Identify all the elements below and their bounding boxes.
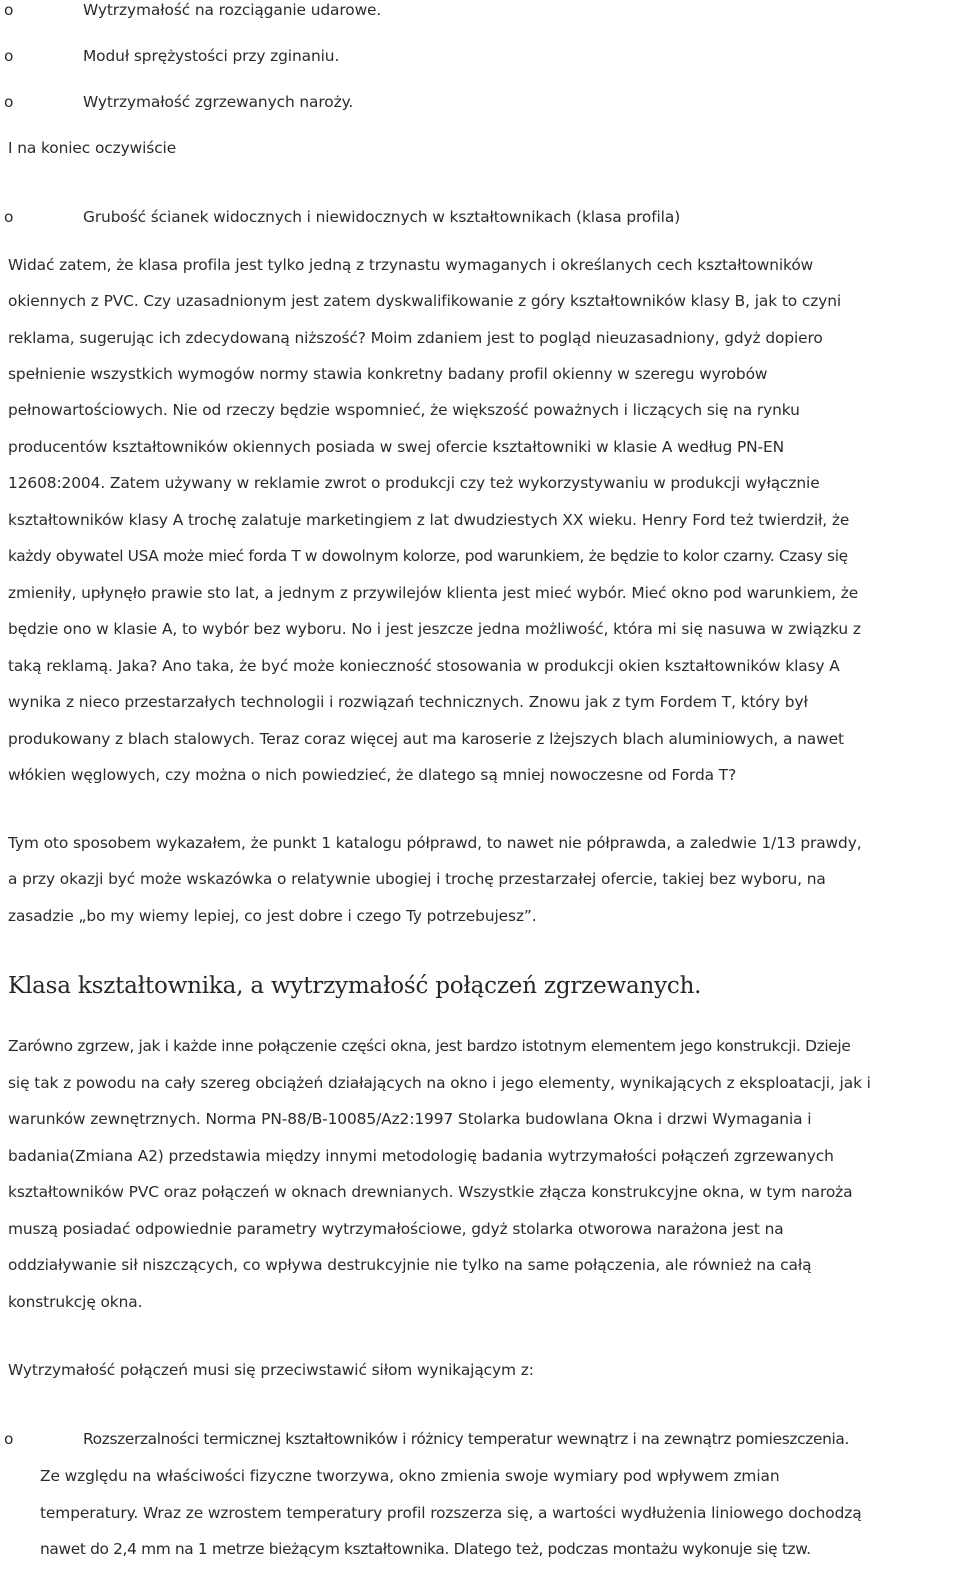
paragraph-line: pełnowartościowych. Nie od rzeczy będzie wspomnieć, że większość poważnych i liczących się na rynku xyxy=(8,401,800,419)
paragraph-line: kształtowników klasy A trochę zalatuje marketingiem z lat dwudziestych XX wieku. Henry Ford też twierdził, że xyxy=(8,511,850,529)
paragraph-line: temperatury. Wraz ze wzrostem temperatury profil rozszerza się, a wartości wydłużenia liniowego dochodzą xyxy=(40,1504,862,1522)
paragraph-line: okiennych z PVC. Czy uzasadnionym jest zatem dyskwalifikowanie z góry kształtowników klasy B, jak to czyni xyxy=(8,292,842,310)
paragraph-line: taką reklamą. Jaka? Ano taka, że być może konieczność stosowania w produkcji okien kształtowników klasy A xyxy=(8,657,840,675)
paragraph-line: reklama, sugerując ich zdecydowaną niższość? Moim zdaniem jest to pogląd nieuzasadniony, gdyż dopiero xyxy=(8,329,823,347)
paragraph-line: każdy obywatel USA może mieć forda T w dowolnym kolorze, pod warunkiem, że będzie to kolor czarny. Czasy się xyxy=(8,547,848,565)
paragraph-line: oddziaływanie sił niszczących, co wpływa destrukcyjnie nie tylko na same połączenia, ale również na całą xyxy=(8,1256,812,1274)
paragraph-line: zmieniły, upłynęło prawie sto lat, a jednym z przywilejów klienta jest mieć wybór. Mieć okno pod warunkiem, że xyxy=(8,584,859,602)
bullet-marker: o xyxy=(4,47,14,65)
paragraph-line: produkowany z blach stalowych. Teraz coraz więcej aut ma karoserie z lżejszych blach aluminiowych, a nawet xyxy=(8,730,844,748)
paragraph-line: wynika z nieco przestarzałych technologii i rozwiązań technicznych. Znowu jak z tym Fordem T, który był xyxy=(8,693,808,711)
intro-text: Wytrzymałość połączeń musi się przeciwstawić siłom wynikającym z: xyxy=(8,1361,534,1379)
paragraph-line: Tym oto sposobem wykazałem, że punkt 1 katalogu półprawd, to nawet nie półprawda, a zaledwie 1/13 prawdy, xyxy=(8,834,862,852)
paragraph-line: a przy okazji być może wskazówka o relatywnie ubogiej i trochę przestarzałej ofercie, takiej bez wyboru, na xyxy=(8,870,826,888)
paragraph-line: kształtowników PVC oraz połączeń w oknach drewnianych. Wszystkie złącza konstrukcyjne okna, w tym naroża xyxy=(8,1183,853,1201)
paragraph-line: Widać zatem, że klasa profila jest tylko jedną z trzynastu wymaganych i określanych cech kształtowników xyxy=(8,256,814,274)
list-item: Moduł sprężystości przy zginaniu. xyxy=(83,47,340,65)
paragraph-line: warunków zewnętrznych. Norma PN-88/B-10085/Az2:1997 Stolarka budowlana Okna i drzwi Wymagania i xyxy=(8,1110,812,1128)
paragraph-line: się tak z powodu na cały szereg obciążeń działających na okno i jego elementy, wynikających z eksploatacji, jak i xyxy=(8,1074,871,1092)
list-item: Rozszerzalności termicznej kształtowników i różnicy temperatur wewnątrz i na zewnątrz pomieszczenia. xyxy=(83,1430,850,1448)
list-item: Wytrzymałość na rozciąganie udarowe. xyxy=(83,1,382,19)
paragraph-line: Zarówno zgrzew, jak i każde inne połączenie części okna, jest bardzo istotnym elementem jego konstrukcji. Dzieje xyxy=(8,1037,851,1055)
paragraph-line: producentów kształtowników okiennych posiada w swej ofercie kształtowniki w klasie A według PN-EN xyxy=(8,438,785,456)
list-item: Wytrzymałość zgrzewanych naroży. xyxy=(83,93,354,111)
bullet-marker: o xyxy=(4,93,14,111)
paragraph-line: Ze względu na właściwości fizyczne tworzywa, okno zmienia swoje wymiary pod wpływem zmian xyxy=(40,1467,780,1485)
paragraph-line: włókien węglowych, czy można o nich powiedzieć, że dlatego są mniej nowoczesne od Forda T? xyxy=(8,766,737,784)
bullet-marker: o xyxy=(4,208,14,226)
bullet-marker: o xyxy=(4,1,14,19)
paragraph-line: badania(Zmiana A2) przedstawia między innymi metodologię badania wytrzymałości połączeń zgrzewanych xyxy=(8,1147,834,1165)
paragraph-line: muszą posiadać odpowiednie parametry wytrzymałościowe, gdyż stolarka otworowa narażona jest na xyxy=(8,1220,784,1238)
paragraph-line: spełnienie wszystkich wymogów normy stawia konkretny badany profil okienny w szeregu wyrobów xyxy=(8,365,768,383)
intro-text: I na koniec oczywiście xyxy=(8,139,177,157)
paragraph-line: nawet do 2,4 mm na 1 metrze bieżącym kształtownika. Dlatego też, podczas montażu wykonuje się tzw. xyxy=(40,1540,811,1558)
paragraph-line: konstrukcję okna. xyxy=(8,1293,143,1311)
section-heading: Klasa kształtownika, a wytrzymałość połączeń zgrzewanych. xyxy=(8,973,702,999)
paragraph-line: 12608:2004. Zatem używany w reklamie zwrot o produkcji czy też wykorzystywaniu w produkcji wyłącznie xyxy=(8,474,820,492)
paragraph-line: zasadzie „bo my wiemy lepiej, co jest dobre i czego Ty potrzebujesz”. xyxy=(8,907,537,925)
list-item: Grubość ścianek widocznych i niewidocznych w kształtownikach (klasa profila) xyxy=(83,208,681,226)
bullet-marker: o xyxy=(4,1430,14,1448)
paragraph-line: będzie ono w klasie A, to wybór bez wyboru. No i jest jeszcze jedna możliwość, która mi się nasuwa w związku z xyxy=(8,620,861,638)
